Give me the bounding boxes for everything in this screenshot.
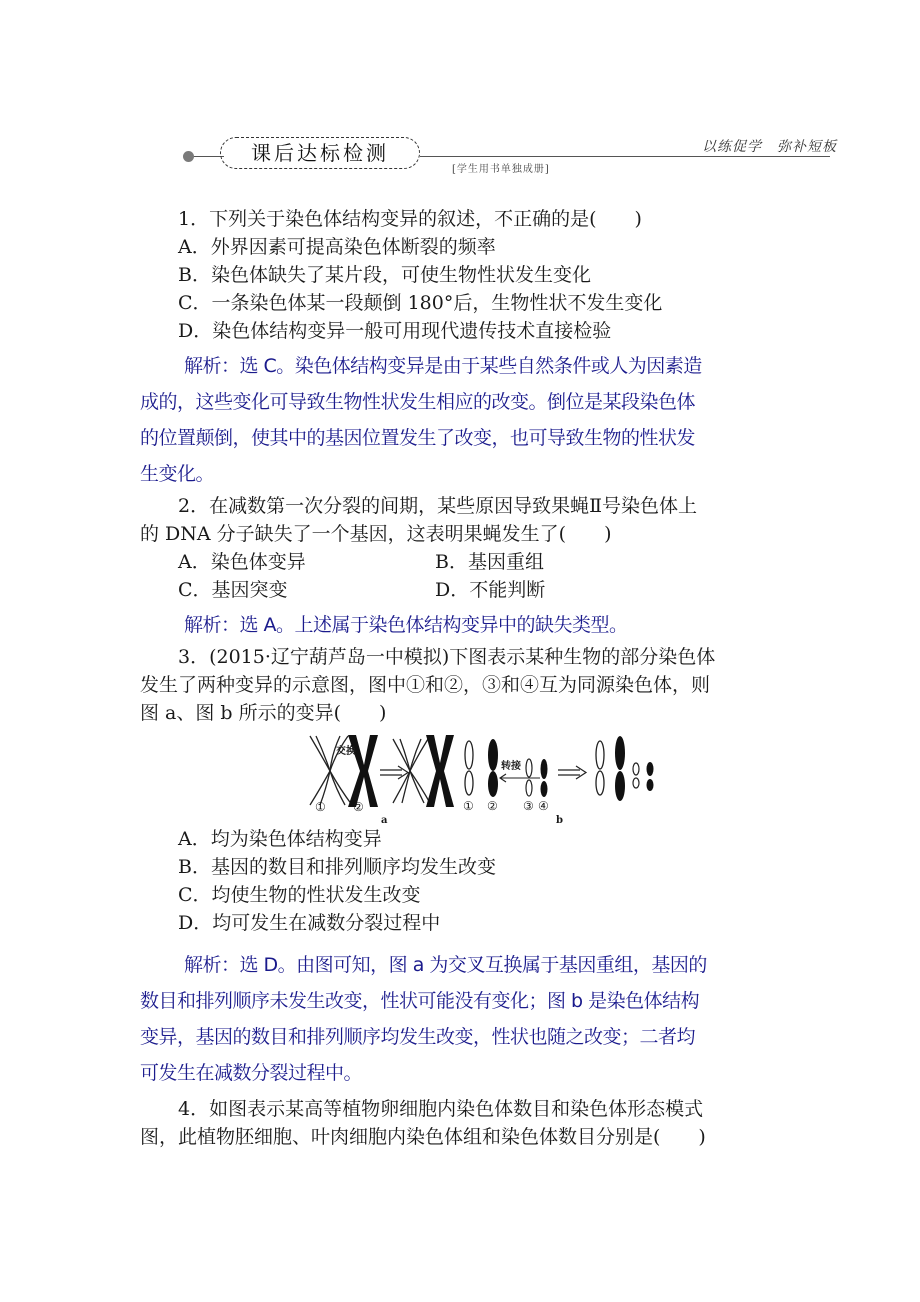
analysis-line: 的位置颠倒，使其中的基因位置发生了改变，也可导致生物的性状发 [140,427,696,449]
chromosome-solid-small [647,762,654,791]
header-subnote: [学生用书单独成册] [452,164,550,175]
option-c: C．一条染色体某一段颠倒 180°后，生物性状不发生变化 [178,292,663,314]
translocation-label: 转接 [501,761,521,772]
chromosome-number-1: ① [315,800,326,814]
analysis-line: 变异，基因的数目和排列顺序均发生改变，性状也随之改变；二者均 [140,1026,696,1048]
option-row [140,548,790,576]
chromosome-variation-figure [140,731,790,826]
analysis-line: 解析：选 C。染色体结构变异是由于某些自然条件或人为因素造 [184,355,702,377]
option-a: A．均为染色体结构变异 [178,828,382,850]
chromosome-solid-single [488,739,498,797]
option-a: A．外界因素可提高染色体断裂的频率 [178,236,496,258]
chromosome-hollow-single [596,741,604,795]
chromosome-number-3: ③ [523,799,534,813]
question-stem: 3．(2015·辽宁葫芦岛一中模拟)下图表示某种生物的部分染色体 [178,646,716,668]
chromosome-solid-single [615,736,625,801]
option-d: D．不能判断 [435,579,546,601]
exercise-content [140,205,790,1151]
analysis-line: 解析：选 A。上述属于染色体结构变异中的缺失类型。 [184,614,628,636]
arrow-icon [380,766,408,779]
arrow-icon [500,774,540,782]
option-b: B．基因重组 [435,551,544,573]
chromosome-hollow-small [633,763,639,788]
chromosome-solid-small [541,759,548,797]
chromosome-number-2: ② [353,800,364,814]
option-d: D．均可发生在减数分裂过程中 [178,912,441,934]
exchange-label: 交换 [336,746,356,757]
analysis-line: 生变化。 [140,463,215,485]
chromosome-number-2: ② [487,799,498,813]
question-stem: 发生了两种变异的示意图，图中①和②，③和④互为同源染色体，则 [140,674,711,696]
chromosome-solid [426,735,454,807]
question-stem: 1．下列关于染色体结构变异的叙述，不正确的是( ) [178,208,642,230]
option-b: B．基因的数目和排列顺序均发生改变 [178,856,496,878]
question-4 [140,1095,790,1151]
question-2 [140,492,790,643]
section-title: 课后达标检测 [220,137,420,169]
chromosome-number-4: ④ [538,799,549,813]
analysis-line: 可发生在减数分裂过程中。 [140,1062,363,1084]
option-row [140,576,790,604]
chromosome-number-1: ① [463,799,474,813]
question-stem: 2．在减数第一次分裂的间期，某些原因导致果蝇Ⅱ号染色体上 [178,495,698,517]
chromosome-pair-hollow [393,739,430,803]
chromosome-hollow-single [465,741,473,795]
header-dot-icon [183,151,194,162]
option-c: C．均使生物的性状发生改变 [178,884,421,906]
figure-b-label: b [556,815,563,826]
question-3 [140,643,790,1091]
analysis-line: 成的，这些变化可导致生物性状发生相应的改变。倒位是某段染色体 [140,391,696,413]
figure-a-label: a [381,815,388,826]
option-c: C．基因突变 [178,579,288,601]
option-d: D．染色体结构变异一般可用现代遗传技术直接检验 [178,320,612,342]
option-b: B．染色体缺失了某片段，可使生物性状发生变化 [178,264,591,286]
header-slogan: 以练促学 弥补短板 [702,139,837,155]
question-1 [140,205,790,492]
analysis-line: 解析：选 D。由图可知，图 a 为交叉互换属于基因重组，基因的 [184,954,707,976]
question-stem: 4．如图表示某高等植物卵细胞内染色体数目和染色体形态模式 [178,1098,704,1120]
question-stem: 的 DNA 分子缺失了一个基因，这表明果蝇发生了( ) [140,523,612,545]
question-stem: 图 a、图 b 所示的变异( ) [140,702,387,724]
analysis-line: 数目和排列顺序未发生改变，性状可能没有变化；图 b 是染色体结构 [140,990,700,1012]
arrow-icon [558,766,586,779]
option-a: A．染色体变异 [178,551,306,573]
header-rule-right [420,156,830,157]
section-header [0,0,920,190]
question-stem: 图，此植物胚细胞、叶肉细胞内染色体组和染色体数目分别是( ) [140,1126,706,1148]
